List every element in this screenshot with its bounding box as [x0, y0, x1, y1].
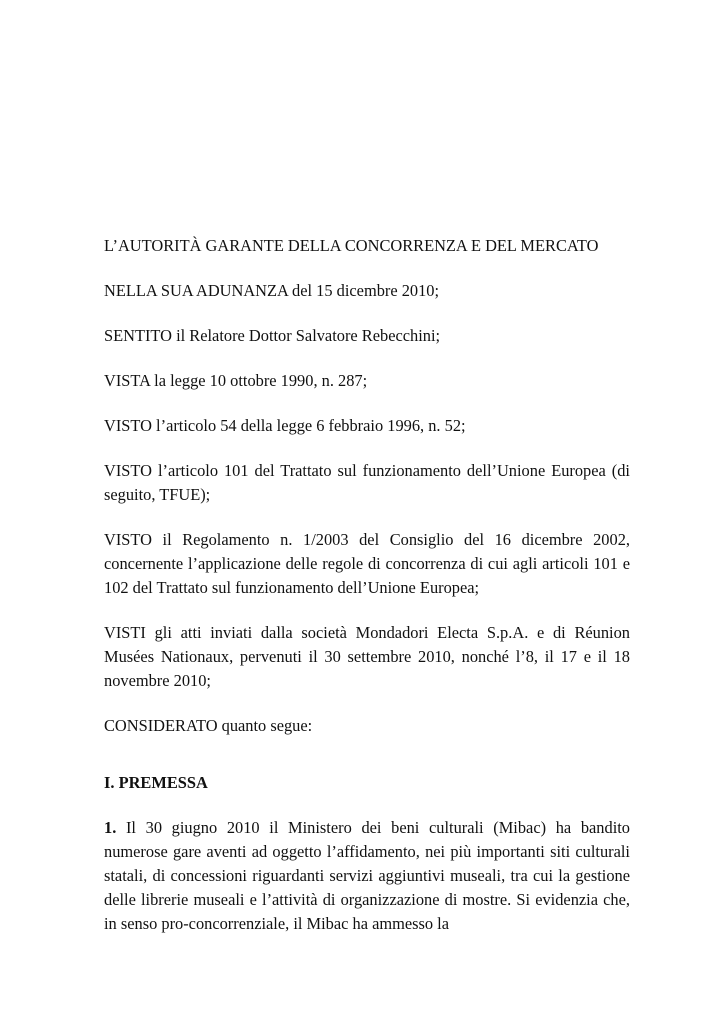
authority-line: L’AUTORITÀ GARANTE DELLA CONCORRENZA E DEL MERCATO: [104, 236, 599, 255]
document-page: [104, 234, 630, 957]
treaty-reference: VISTO l’articolo 101 del Trattato sul funzionamento dell’Unione Europea (di seguito, TFUE);: [104, 461, 630, 504]
meeting-line: NELLA SUA ADUNANZA del 15 dicembre 2010;: [104, 281, 440, 300]
considered-line: CONSIDERATO quanto segue:: [104, 716, 313, 735]
paragraph-1: [104, 816, 630, 936]
heard-line: SENTITO il Relatore Dottor Salvatore Rebecchini;: [104, 326, 441, 345]
paragraph-number: 1.: [104, 818, 117, 837]
acts-reference: VISTI gli atti inviati dalla società Mondadori Electa S.p.A. e di Réunion Musées Nationaux, pervenuti il 30 settembre 2010, nonché l’8, il 17 e il 18 novembre 2010;: [104, 623, 630, 690]
section-heading: I. PREMESSA: [104, 773, 208, 792]
regulation-reference: VISTO il Regolamento n. 1/2003 del Consiglio del 16 dicembre 2002, concernente l’applicazione delle regole di concorrenza di cui agli articoli 101 e 102 del Trattato sul funzionamento dell’Unione Europea;: [104, 530, 630, 597]
law-reference-1: VISTA la legge 10 ottobre 1990, n. 287;: [104, 371, 368, 390]
law-reference-2: VISTO l’articolo 54 della legge 6 febbraio 1996, n. 52;: [104, 416, 466, 435]
paragraph-1-text: Il 30 giugno 2010 il Ministero dei beni culturali (Mibac) ha bandito numerose gare aventi ad oggetto l’affidamento, nei più importanti siti culturali statali, di concessioni riguardanti servizi aggiuntivi museali, tra cui la gestione delle librerie museali e l’attività di organizzazione di mostre. Si evidenzia che, in senso pro-concorrenziale, il Mibac ha ammesso la: [104, 818, 630, 933]
